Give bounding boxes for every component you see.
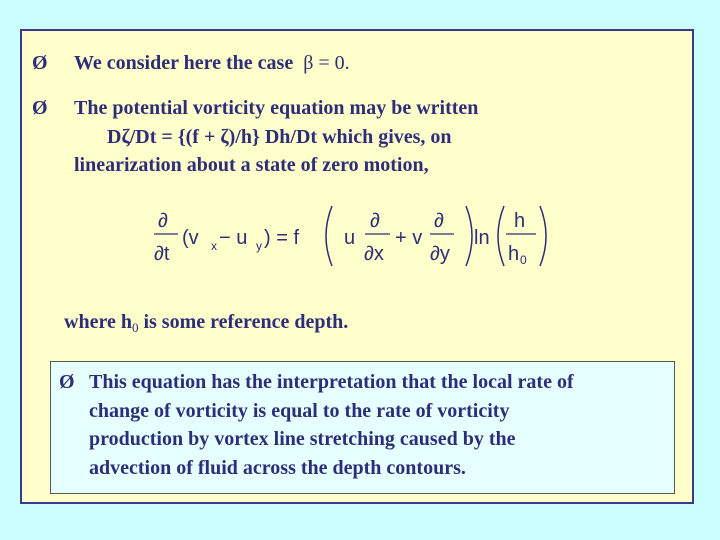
eq-close-eq: ) = f [264,227,300,249]
eq-dt: ∂t [154,243,170,265]
bullet-1-math: β = 0. [303,52,350,74]
arrow-bullet-icon: Ø [32,97,48,119]
eq-partial-y: ∂ [434,210,444,232]
where-line [64,308,348,342]
eq-minus-u: − u [219,227,248,249]
bullet-3-line-1: This equation has the interpretation that the local rate of [89,371,574,393]
eq-h-num: h [514,210,526,232]
eq-dy: ∂y [430,243,450,265]
bullet-2-line-3: linearization about a state of zero motion, [74,154,429,176]
eq-sub-y: y [256,239,262,253]
bullet-3-line-3: production by vortex line stretching caused by the [89,428,516,450]
eq-partial-x: ∂ [370,210,380,232]
bullet-2-line-1: The potential vorticity equation may be written [74,97,479,119]
where-pre: where h [64,311,132,333]
eq-sub-x: x [211,239,217,253]
bullet-3-line-4: advection of fluid across the depth contours. [89,457,466,479]
arrow-bullet-icon: Ø [32,52,48,74]
bullet-3-line-2: change of vorticity is equal to the rate of vorticity [89,400,510,422]
where-post: is some reference depth. [143,311,349,333]
arrow-bullet-icon: Ø [59,371,75,393]
slide-panel [20,29,694,504]
where-sub: 0 [131,320,139,335]
eq-u: u [344,227,356,249]
eq-h0: h [508,243,520,265]
eq-sub-0: 0 [520,253,527,267]
interpretation-box [50,361,675,494]
linearized-equation [152,201,572,271]
eq-partial-num: ∂ [158,210,168,232]
eq-ln: ln [474,227,490,249]
eq-dx: ∂x [364,243,384,265]
bullet-1-text: We consider here the case [74,52,294,74]
bullet-2-line-2: Dζ/Dt = {(f + ζ)/h} Dh/Dt which gives, on [107,126,452,148]
eq-plus-v: + v [395,227,423,249]
eq-lhs-open: (v [182,227,199,249]
